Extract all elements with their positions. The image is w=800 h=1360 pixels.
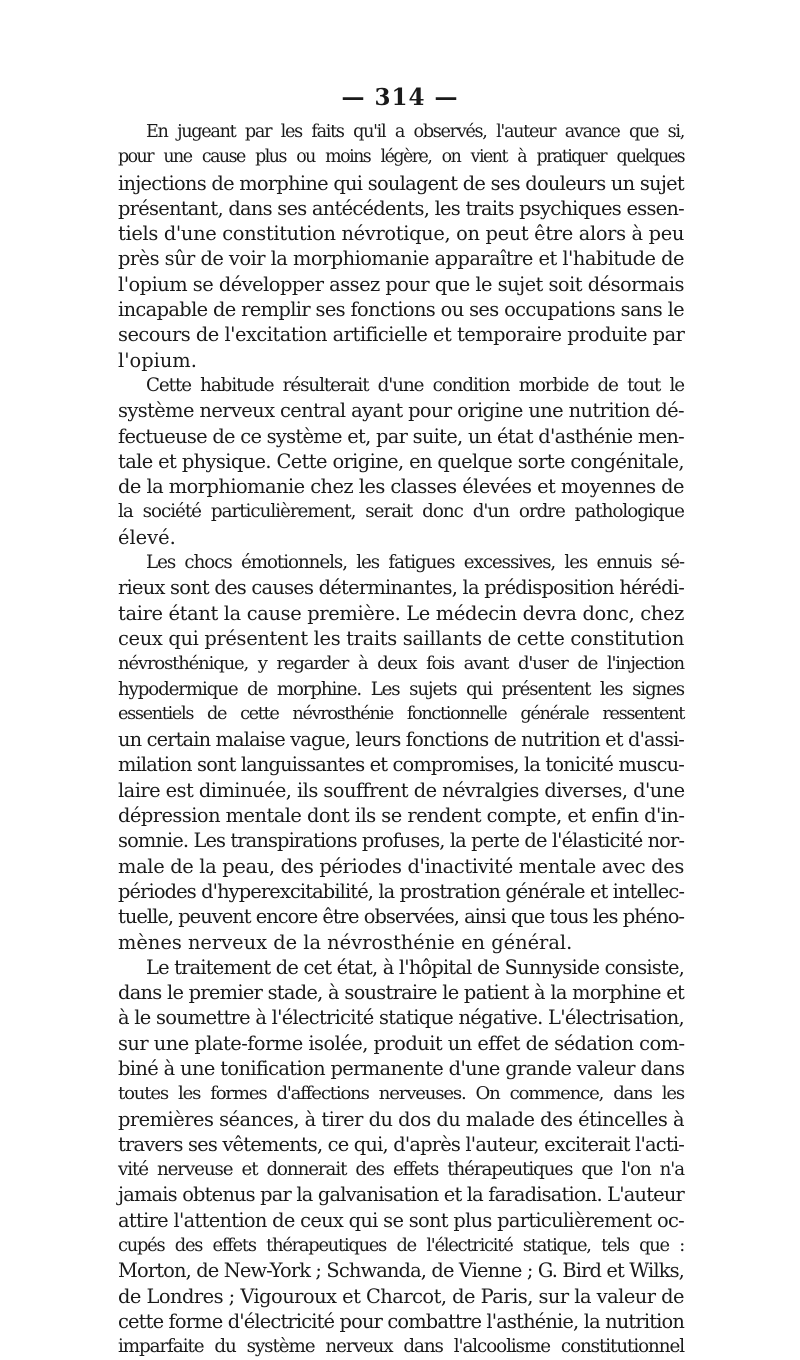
text-line: attire l'attention de ceux qui se sont plus particulièrement oc- xyxy=(118,1208,684,1232)
paragraph xyxy=(118,373,684,550)
text-line: la société particulièrement, serait donc d'un ordre pathologique xyxy=(118,501,684,523)
text-line: à le soumettre à l'électricité statique négative. L'électrisation, xyxy=(118,1006,684,1030)
text-line: l'opium se développer assez pour que le sujet soit désormais xyxy=(118,272,684,296)
text-line: dépression mentale dont ils se rendent compte, et enfin d'in- xyxy=(118,804,685,828)
text-line: ceux qui présentent les traits saillants de cette constitution xyxy=(118,626,684,650)
text-line: imparfaite du système nerveux dans l'alcoolisme constitutionnel xyxy=(118,1336,684,1358)
text-line: l'opium. xyxy=(118,348,197,372)
text-line: jamais obtenus par la galvanisation et la faradisation. L'auteur xyxy=(118,1183,684,1207)
text-line: cette forme d'électricité pour combattre l'asthénie, la nutrition xyxy=(118,1309,685,1333)
text-line: travers ses vêtements, ce qui, d'après l'auteur, exciterait l'acti- xyxy=(118,1132,684,1156)
text-line: névrosthénique, y regarder à deux fois avant d'user de l'injection xyxy=(118,653,684,675)
text-line: cupés des effets thérapeutiques de l'électricité statique, tels que : xyxy=(118,1235,684,1257)
text-line: mènes nerveux de la névrosthénie en général. xyxy=(118,930,573,954)
text-line: toutes les formes d'affections nerveuses. On commence, dans les xyxy=(118,1083,684,1105)
text-line: biné à une tonification permanente d'une grande valeur dans xyxy=(118,1056,685,1080)
text-line: vité nerveuse et donnerait des effets thérapeutiques que l'on n'a xyxy=(118,1159,684,1181)
text-line: En jugeant par les faits qu'il a observés, l'auteur avance que si, xyxy=(146,122,684,142)
text-line: incapable de remplir ses fonctions ou ses occupations sans le xyxy=(118,298,685,322)
text-line: dans le premier stade, à soustraire le patient à la morphine et xyxy=(118,981,685,1005)
text-line: de la morphiomanie chez les classes élevées et moyennes de xyxy=(118,475,684,499)
text-line: fectueuse de ce système et, par suite, un état d'asthénie men- xyxy=(118,424,684,448)
text-line: rieux sont des causes déterminantes, la prédisposition hérédi- xyxy=(118,576,684,600)
paragraph xyxy=(118,120,684,373)
text-line: premières séances, à tirer du dos du malade des étincelles à xyxy=(118,1107,685,1131)
text-line: male de la peau, des périodes d'inactivité mentale avec des xyxy=(118,854,685,878)
text-line: système nerveux central ayant pour origine une nutrition dé- xyxy=(118,399,684,423)
paragraph xyxy=(118,550,684,955)
text-line: tale et physique. Cette origine, en quelque sorte congénitale, xyxy=(118,449,684,473)
text-line: laire est diminuée, ils souffrent de névralgies diverses, d'une xyxy=(118,778,685,802)
text-line: près sûr de voir la morphiomanie apparaître et l'habitude de xyxy=(118,247,684,271)
text-line: Cette habitude résulterait d'une condition morbide de tout le xyxy=(146,374,684,396)
text-line: secours de l'excitation artificielle et temporaire produite par xyxy=(118,323,685,347)
text-line: taire étant la cause première. Le médecin devra donc, chez xyxy=(118,601,684,625)
text-line: essentiels de cette névrosthénie fonctionnelle générale ressentent xyxy=(118,703,684,724)
text-line: somnie. Les transpirations profuses, la perte de l'élasticité nor- xyxy=(118,829,685,853)
text-line: Le traitement de cet état, à l'hôpital de Sunnyside consiste, xyxy=(146,955,684,979)
text-line: Morton, de New-York ; Schwanda, de Vienne ; G. Bird et Wilks, xyxy=(118,1259,684,1283)
text-line: milation sont languissantes et compromises, la tonicité muscu- xyxy=(118,753,684,777)
text-line: un certain malaise vague, leurs fonctions de nutrition et d'assi- xyxy=(118,728,684,752)
text-line: sur une plate-forme isolée, produit un effet de sédation com- xyxy=(118,1031,685,1055)
paragraph xyxy=(118,955,684,1360)
text-line: périodes d'hyperexcitabilité, la prostration générale et intellec- xyxy=(118,879,684,903)
text-line: tuelle, peuvent encore être observées, ainsi que tous les phéno- xyxy=(118,905,684,929)
text-line: élevé. xyxy=(118,525,176,549)
page-number: — 314 — xyxy=(341,84,459,111)
text-line: pour une cause plus ou moins légère, on vient à pratiquer quelques xyxy=(118,147,684,168)
text-line: tiels d'une constitution névrotique, on peut être alors à peu xyxy=(118,222,685,246)
text-line: hypodermique de morphine. Les sujets qui présentent les signes xyxy=(118,678,684,700)
text-line: injections de morphine qui soulagent de ses douleurs un sujet xyxy=(118,171,684,195)
text-line: de Londres ; Vigouroux et Charcot, de Paris, sur la valeur de xyxy=(118,1284,685,1308)
body-text xyxy=(118,120,684,1360)
text-line: présentant, dans ses antécédents, les traits psychiques essen- xyxy=(118,196,685,220)
text-line: Les chocs émotionnels, les fatigues excessives, les ennuis sé- xyxy=(146,552,684,574)
